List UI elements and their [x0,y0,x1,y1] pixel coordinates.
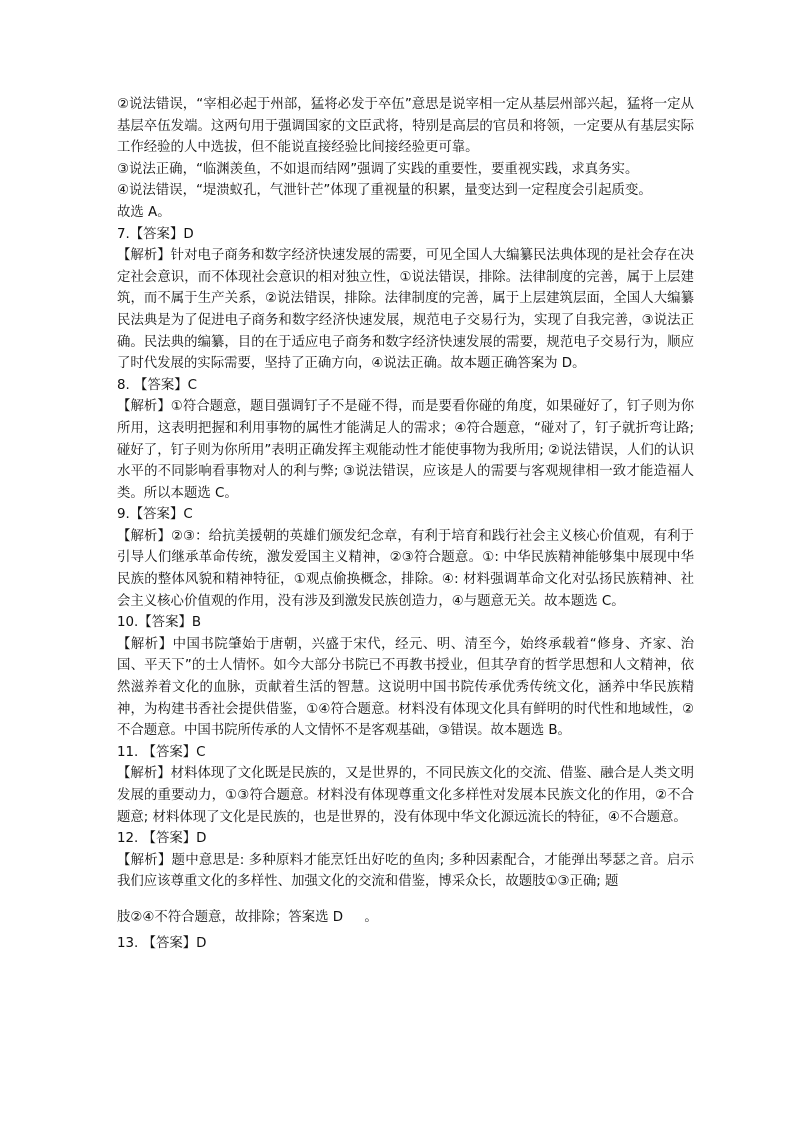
q12-analysis-tail: 肢②④不符合题意，故排除；答案选 D 。 [117,909,378,925]
q8-answer: 8. 【答案】C [117,377,197,393]
intro-choice: 故选 A。 [117,204,171,220]
q8-analysis: 【解析】①符合题意，题目强调钉子不是碰不得，而是要看你碰的角度，如果碰好了，钉子则为你所用，这表明把握和利用事物的属性才能满足人的需求；④符合题意，“碰对了，钉子就折弯让路;碰好了，钉子则为你所用”表明正确发挥主观能动性才能使事物为我所用; ②说法错误，人们的认识水平的不同影响看事物对人的利与弊; ③说法错误，应该是人的需要与客观规律相一致才能造福人类。所以本题选 C。 [117,399,694,501]
q10-analysis: 【解析】中国书院肇始于唐朝，兴盛于宋代，经元、明、清至今，始终承载着“修身、齐家、治国、平天下”的士人情怀。如今大部分书院已不再教书授业，但其孕育的哲学思想和人文精神，依然滋养着文化的血脉，贡献着生活的智慧。这说明中国书院传承优秀传统文化，涵养中华民族精神，为构建书香社会提供借鉴，①④符合题意。材料没有体现文化具有鲜明的时代性和地域性，②不合题意。中国书院所传承的人文情怀不是客观基础，③错误。故本题选 B。 [117,636,694,739]
intro-point-4: ④说法错误，“堤溃蚁孔，气泄针芒”体现了重视量的积累，量变达到一定程度会引起质变。 [117,183,652,199]
q10-answer: 10.【答案】B [117,615,202,631]
q13-answer: 13. 【答案】D [117,935,207,951]
q9-analysis: 【解析】②③：给抗美援朝的英雄们颁发纪念章，有利于培育和践行社会主义核心价值观，有利于引导人们继承革命传统，激发爱国主义精神，②③符合题意。①: 中华民族精神能够集中展现中华民族的整体风貌和精神特征，①观点偷换概念，排除。④: 材料强调革命文化对弘扬民族精神、社会主义核心价值观的作用，没有涉及到激发民族创造力，④与题意无关。故本题选 C。 [117,528,694,609]
q12-analysis: 【解析】题中意思是: 多种原料才能烹饪出好吃的鱼肉; 多种因素配合，才能弹出琴瑟之音。启示我们应该尊重文化的多样性、加强文化的交流和借鉴，博采众长，故题肢①③正确; 题 [117,852,694,890]
intro-point-3: ③说法正确，“临渊羡鱼，不如退而结网”强调了实践的重要性，要重视实践，求真务实。 [117,161,639,177]
intro-point-2: ②说法错误，“宰相必起于州部，猛将必发于卒伍”意思是说宰相一定从基层州部兴起，猛将一定从基层卒伍发端。这两句用于强调国家的文臣武将，特别是高层的官员和将领，一定要从有基层实际工作经验的人中选拔，但不能说直接经验比间接经验更可靠。 [117,97,694,156]
q11-answer: 11. 【答案】C [117,744,206,760]
q11-analysis: 【解析】材料体现了文化既是民族的，又是世界的，不同民族文化的交流、借鉴、融合是人类文明发展的重要动力，①③符合题意。材料没有体现尊重文化多样性对发展本民族文化的作用，②不合题意; 材料体现了文化是民族的，也是世界的，没有体现中华文化源远流长的特征，④不合题意。 [117,766,694,825]
spacer [117,893,694,907]
q9-answer: 9.【答案】C [117,507,193,523]
q7-answer: 7.【答案】D [117,226,194,242]
q7-analysis: 【解析】针对电子商务和数字经济快速发展的需要，可见全国人大编纂民法典体现的是社会存在决定社会意识，而不体现社会意识的相对独立性，①说法错误，排除。法律制度的完善，属于上层建筑，而不属于生产关系，②说法错误，排除。法律制度的完善，属于上层建筑层面，全国人大编纂民法典是为了促进电子商务和数字经济快速发展，规范电子交易行为，实现了自我完善，③说法正确。民法典的编纂，目的在于适应电子商务和数字经济快速发展的需要，规范电子交易行为，顺应了时代发展的实际需要，坚持了正确方向，④说法正确。故本题正确答案为 D。 [117,248,694,372]
q12-answer: 12. 【答案】D [117,831,207,847]
